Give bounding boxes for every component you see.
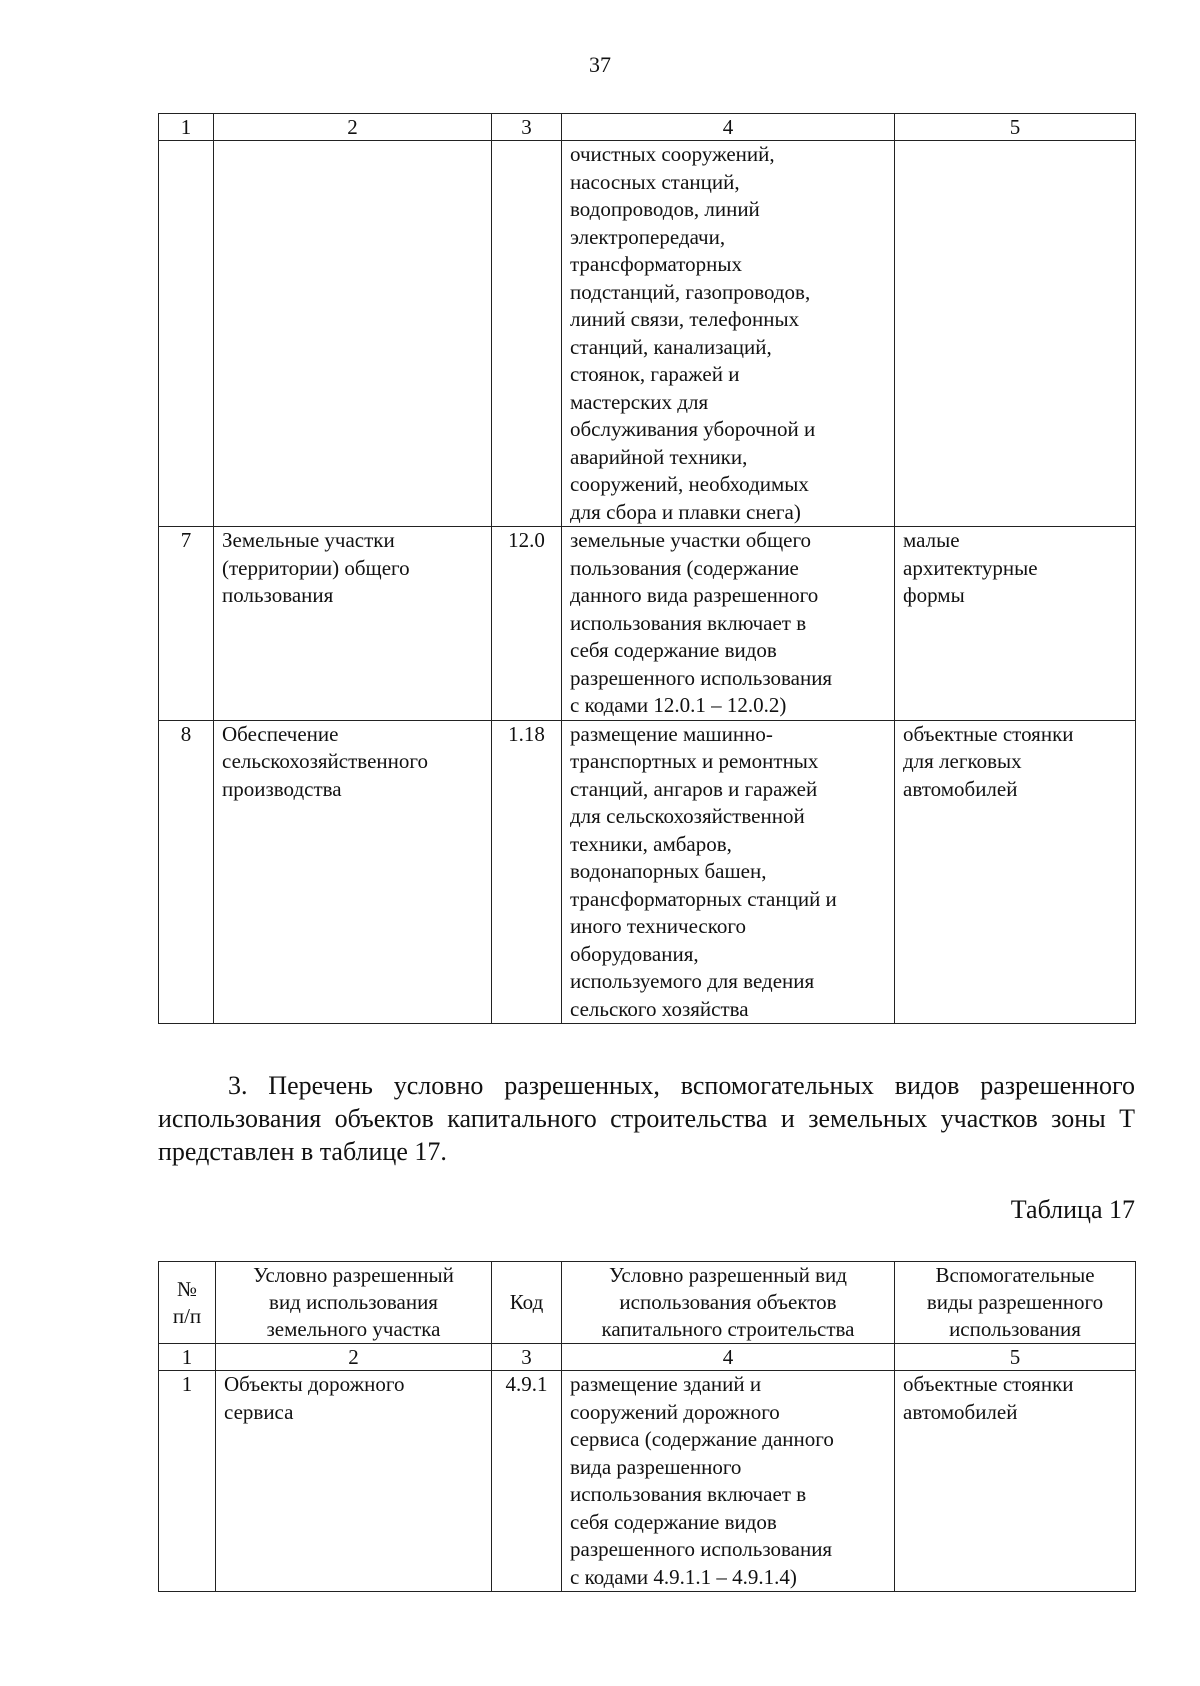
column-header-code: Код <box>492 1262 562 1344</box>
table-row <box>159 527 1136 721</box>
column-header-land-use: Условно разрешенный вид использования земельного участка <box>216 1262 492 1344</box>
land-use-name: Объекты дорожного сервиса <box>216 1371 492 1592</box>
table-row <box>159 720 1136 1024</box>
auxiliary-uses: объектные стоянки автомобилей <box>895 1371 1136 1592</box>
table-header-numbers <box>159 114 1136 141</box>
row-number <box>159 141 214 527</box>
auxiliary-uses: малые архитектурные формы <box>895 527 1136 721</box>
page-number: 37 <box>589 52 611 77</box>
column-header-number: № п/п <box>159 1262 216 1344</box>
land-use-name <box>214 141 492 527</box>
column-header-auxiliary: Вспомогательные виды разрешенного использования <box>895 1262 1136 1344</box>
section-paragraph: 3. Перечень условно разрешенных, вспомогательных видов разрешенного использования объектов капитального строительства и земельных участков зоны Т представлен в таблице 17. <box>158 1071 1135 1166</box>
use-code <box>492 141 562 527</box>
column-number: 2 <box>214 114 492 141</box>
column-number: 4 <box>562 1344 895 1371</box>
row-number: 7 <box>159 527 214 721</box>
table-header-numbers <box>159 1344 1136 1371</box>
use-description: земельные участки общего пользования (содержание данного вида разрешенного использования включает в себя содержание видов разрешенного использования с кодами 12.0.1 – 12.0.2) <box>562 527 895 721</box>
column-number: 3 <box>492 114 562 141</box>
table-row <box>159 141 1136 527</box>
land-use-name: Земельные участки (территории) общего пользования <box>214 527 492 721</box>
land-use-name: Обеспечение сельскохозяйственного производства <box>214 720 492 1024</box>
table-row <box>159 1371 1136 1592</box>
column-number: 4 <box>562 114 895 141</box>
auxiliary-uses <box>895 141 1136 527</box>
column-number: 5 <box>895 114 1136 141</box>
table-column-headers <box>159 1262 1136 1344</box>
use-code: 4.9.1 <box>492 1371 562 1592</box>
land-use-table-continued <box>158 113 1136 1024</box>
column-header-construction-use: Условно разрешенный вид использования объектов капитального строительства <box>562 1262 895 1344</box>
conditional-use-table <box>158 1261 1136 1592</box>
auxiliary-uses: объектные стоянки для легковых автомобилей <box>895 720 1136 1024</box>
column-number: 1 <box>159 1344 216 1371</box>
column-number: 1 <box>159 114 214 141</box>
use-code: 1.18 <box>492 720 562 1024</box>
use-code: 12.0 <box>492 527 562 721</box>
use-description: очистных сооружений, насосных станций, водопроводов, линий электропередачи, трансформаторных подстанций, газопроводов, линий связи, телефонных станций, канализаций, стоянок, гаражей и мастерских для обслуживания уборочной и аварийной техники, сооружений, необходимых для сбора и плавки снега) <box>562 141 895 527</box>
use-description: размещение зданий и сооружений дорожного сервиса (содержание данного вида разрешенного использования включает в себя содержание видов разрешенного использования с кодами 4.9.1.1 – 4.9.1.4) <box>562 1371 895 1592</box>
row-number: 8 <box>159 720 214 1024</box>
column-number: 3 <box>492 1344 562 1371</box>
table-caption: Таблица 17 <box>1010 1195 1135 1224</box>
column-number: 5 <box>895 1344 1136 1371</box>
use-description: размещение машинно- транспортных и ремонтных станций, ангаров и гаражей для сельскохозяйственной техники, амбаров, водонапорных башен, трансформаторных станций и иного технического оборудования, используемого для ведения сельского хозяйства <box>562 720 895 1024</box>
column-number: 2 <box>216 1344 492 1371</box>
row-number: 1 <box>159 1371 216 1592</box>
